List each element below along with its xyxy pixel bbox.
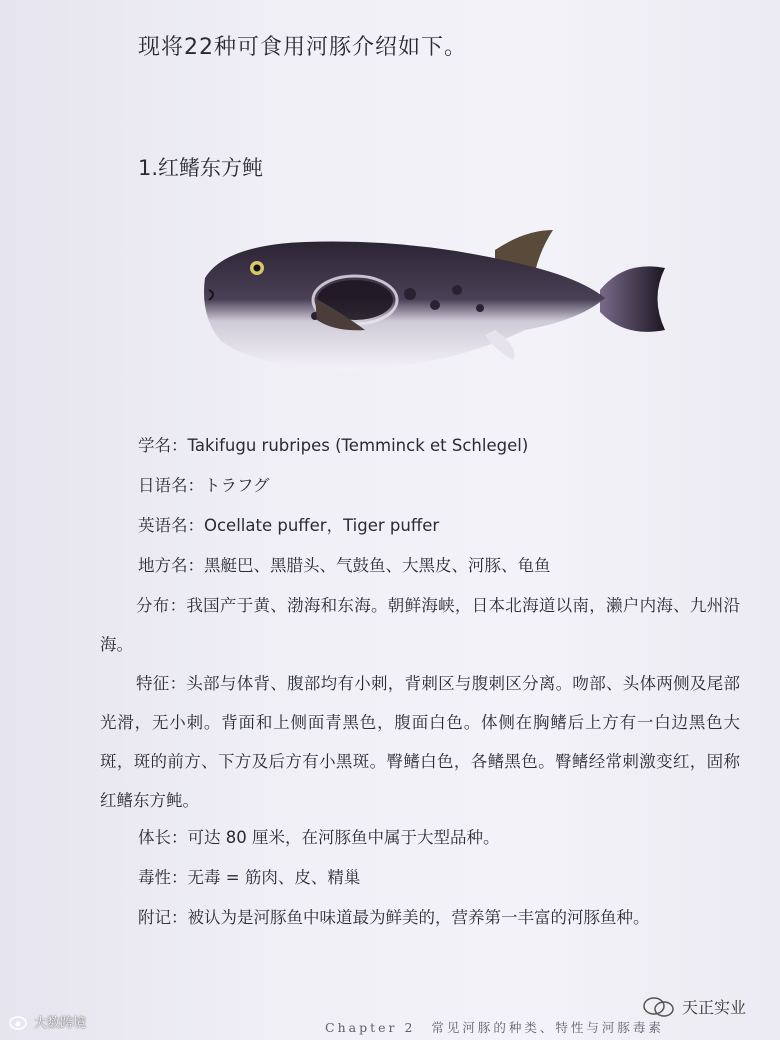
intro-text: 现将22种可食用河豚介绍如下。 (138, 35, 467, 60)
watermark-left (8, 1012, 86, 1031)
japanese-name: 日语名：トラフグ (138, 476, 270, 495)
body-length: 体长：可达 80 厘米，在河豚鱼中属于大型品种。 (138, 828, 500, 847)
chapter-title: 常见河豚的种类、特性与河豚毒素 (431, 1020, 664, 1035)
watermark-right (642, 995, 746, 1018)
watermark-right-text: 天正实业 (682, 998, 747, 1017)
watermark-left-text: 大数跨境 (34, 1016, 87, 1031)
notes: 附记：被认为是河豚鱼中味道最为鲜美的，营养第一丰富的河豚鱼种。 (138, 908, 650, 927)
distribution-paragraph: 分布：我国产于黄、渤海和东海。朝鲜海峡，日本北海道以南，濑户内海、九州沿海。 (100, 596, 740, 654)
chapter-label: Chapter 2 (325, 1020, 416, 1035)
wechat-icon (642, 996, 676, 1018)
toxicity: 毒性：无毒 = 筋肉、皮、精巢 (138, 868, 361, 887)
features-paragraph: 特征：头部与体背、腹部均有小刺，背刺区与腹刺区分离。吻部、头体两侧及尾部光滑，无小刺。背面和上侧面青黑色，腹面白色。体侧在胸鳍后上方有一白边黑色大斑，斑的前方、下方及后方有小黑斑。臀鳍白色，各鳍黑色。臀鳍经常刺激变红，固称红鳍东方鲀。 (100, 674, 740, 810)
weibo-icon (8, 1014, 30, 1030)
pufferfish-illustration (195, 220, 675, 380)
chapter-footer (325, 1018, 664, 1036)
english-name: 英语名：Ocellate puffer，Tiger puffer (138, 516, 440, 535)
scientific-name: 学名：Takifugu rubripes (Temminck et Schlegel) (138, 436, 529, 455)
section-title: 1.红鳍东方鲀 (138, 156, 264, 180)
local-name: 地方名：黑艇巴、黑腊头、气鼓鱼、大黑皮、河豚、龟鱼 (138, 556, 551, 575)
